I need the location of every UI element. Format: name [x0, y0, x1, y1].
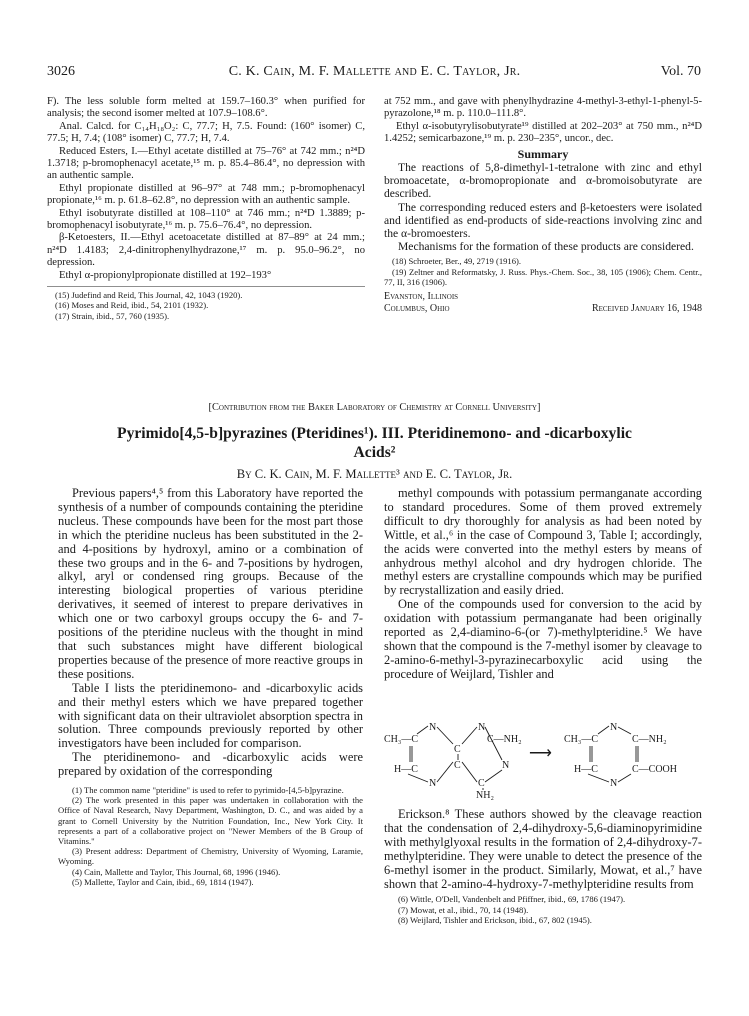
ring-atom: C	[454, 744, 461, 755]
paragraph: Reduced Esters, I.—Ethyl acetate distilled at 75–76° at 742 mm.; n²⁴D 1.3718; p-bromophenacyl acetate,¹⁵ m. p. 85.4–86.4°, no depression with an authentic sample.	[47, 145, 365, 182]
location-line: Columbus, Ohio	[384, 303, 450, 315]
paragraph: β-Ketoesters, II.—Ethyl acetoacetate distilled at 87–89° at 24 mm.; n²⁴D 1.4183; 2,4-dinitrophenylhydrazone,¹⁷ m. p. 95.0–96.2°, no depression.	[47, 232, 365, 269]
ring-atom: N	[429, 778, 437, 789]
scheme-label: H—C	[394, 764, 418, 775]
scheme-label: C—NH₂	[632, 734, 667, 745]
running-title: C. K. Cain, M. F. Mallette and E. C. Taylor, Jr.	[228, 64, 521, 79]
scheme-label: CH₃—C	[384, 734, 419, 745]
scheme-label: C—COOH	[632, 764, 678, 775]
ring-atom: N	[429, 722, 437, 733]
footnotes	[384, 894, 702, 925]
title-line: Acids²	[353, 444, 396, 461]
ring-atom: N	[610, 778, 618, 789]
paragraph: Erickson.⁸ These authors showed by the cleavage reaction that the condensation of 2,4-dihydroxy-5,6-diaminopyrimidine with methylglyoxal results in the formation of 2,4-dihydroxy-7-methylpteridine. They were unable to detect the presence of the 6-methyl isomer in the product. Similarly, Mowat, et al.,⁷ have shown that 2-amino-4-hydroxy-7-methylpteridine results from	[384, 807, 702, 891]
location-line: Evanston, Illinois	[384, 291, 459, 303]
article-title	[47, 424, 702, 462]
footnote: (17) Strain, ibid., 57, 760 (1935).	[55, 310, 170, 321]
reaction-arrow: ⟶	[529, 745, 552, 762]
paragraph: The reactions of 5,8-dimethyl-1-tetralone with zinc and ethyl bromoacetate, α-bromopropionate and α-bromoisobutyrate are described.	[384, 161, 702, 201]
right-body-continuation	[384, 808, 702, 925]
right-body-column	[384, 487, 702, 682]
scheme-label: CH₃—C	[564, 734, 599, 745]
footnote: (19) Zeltner and Reformatsky, J. Russ. Phys.-Chem. Soc., 38, 105 (1906); Chem. Centr., 77, II, 316 (1906).	[384, 266, 702, 287]
footnote: (15) Judefind and Reid, This Journal, 42, 1043 (1920).	[55, 290, 243, 301]
ring-atom: C	[454, 760, 461, 771]
cleavage-reaction-scheme	[384, 720, 702, 800]
ring-atom: N	[610, 722, 618, 733]
paragraph: Ethyl α-isobutyrylisobutyrate¹⁹ distilled at 202–203° at 750 mm., n²⁴D 1.4252; semicarbazone,¹⁹ m. p. 230–235°, uncor., dec.	[384, 120, 702, 145]
footnote: (18) Schroeter, Ber., 49, 2719 (1916).	[392, 256, 522, 267]
footnote: (7) Mowat, et al., ibid., 70, 14 (1948).	[398, 904, 529, 915]
page-number: 3026	[47, 64, 75, 79]
contribution-line: [Contribution from the Baker Laboratory of Chemistry at Cornell University]	[208, 402, 541, 413]
title-line: Pyrimido[4,5-b]pyrazines (Pteridines¹). III. Pteridinemono- and -dicarboxylic	[117, 425, 632, 442]
ring-atom: C	[478, 778, 485, 789]
footnote: (3) Present address: Department of Chemistry, University of Wyoming, Laramie, Wyoming.	[58, 846, 363, 867]
paragraph: methyl compounds with potassium permanganate according to standard procedures. Some of them proved extremely difficult to dry thoroughly for analysis as had been noted by Wittle, et al.,⁶ in the case of Compound 3, Table I; accordingly, the acids were converted into the methyl esters by means of anhydrous methyl alcohol and dry hydrogen chloride. The methyl esters are crystalline compounds which may be purified by recrystallization and easily dried.	[384, 486, 702, 598]
paragraph: The corresponding reduced esters and β-ketoesters were isolated and identified as end-products of side-reactions involving zinc and the α-bromoesters.	[384, 200, 702, 241]
paragraph: F). The less soluble form melted at 159.7–160.3° when purified for analysis; the second isomer melted at 107.9–108.6°.	[47, 96, 365, 120]
paragraph: The pteridinemono- and -dicarboxylic acids were prepared by oxidation of the corresponding	[58, 750, 363, 779]
paragraph: Ethyl isobutyrate distilled at 108–110° at 746 mm.; n²⁴D 1.3889; p-bromophenacyl isobutyrate,¹⁶ m. p. 75.6–76.4°, no depression.	[47, 207, 365, 232]
byline: By C. K. Cain, M. F. Mallette³ and E. C. Taylor, Jr.	[236, 467, 513, 481]
footnotes	[384, 256, 702, 287]
paragraph: Previous papers⁴,⁵ from this Laboratory have reported the synthesis of a number of compounds containing the pteridine nucleus. These compounds have been for the most part those in which the pteridine nucleus has been substituted in the 2- and 4-positions by hydroxyl, amino or a combination of these two groups and in the 6- and 7-positions by hydrogen, alkyl, aryl or condensed ring groups. Because of the interesting biological properties of various pteridine derivatives, it seemed of interest to prepare derivatives in which one or two carboxyl groups occupy the 6- and 7-positions of the pteridine nucleus with the thought in mind that such substances might have different biological properties because of the presence of more reactive groups in these positions.	[58, 486, 363, 681]
footnote: (4) Cain, Mallette and Taylor, This Journal, 68, 1996 (1946).	[72, 866, 281, 877]
left-body-column	[58, 487, 363, 887]
paragraph: Table I lists the pteridinemono- and -dicarboxylic acids and their methyl esters which we have prepared together with significant data on their ultraviolet absorption spectra in solution. Three compounds previously reported by other investigators have been included for comparison.	[58, 680, 363, 751]
volume-number: Vol. 70	[660, 64, 701, 79]
paragraph: Anal. Calcd. for C₁₄H₁₈O₂: C, 77.7; H, 7.5. Found: (160° isomer) C, 77.5; H, 7.4; (108° isomer) C, 77.7; H, 7.4.	[47, 120, 365, 145]
footnote: (8) Weijlard, Tishler and Erickson, ibid., 67, 802 (1945).	[398, 914, 592, 925]
ring-atom: N	[478, 722, 486, 733]
footnote: (1) The common name "pteridine" is used to refer to pyrimido-[4,5-b]pyrazine.	[72, 785, 344, 796]
paragraph: at 752 mm., and gave with phenylhydrazine 4-methyl-3-ethyl-1-phenyl-5-pyrazolone,¹⁸ m. p. 110.0–111.8°.	[384, 96, 702, 120]
scheme-label: NH₂	[476, 790, 494, 800]
top-left-column	[47, 96, 365, 321]
footnote: (16) Moses and Reid, ibid., 54, 2101 (1932).	[55, 300, 209, 311]
paragraph: Ethyl α-propionylpropionate distilled at 192–193°	[59, 269, 272, 281]
summary-heading: Summary	[517, 146, 569, 161]
footnotes	[58, 785, 363, 887]
top-right-column	[384, 96, 702, 316]
footnote: (2) The work presented in this paper was undertaken in collaboration with the Office of Naval Research, Navy Department, Washington, D. C., and was aided by a grant to Cornell University by the Nutrition Foundation, Inc., New York City. It represents a part of a collaborative project on "Newer Members of the B Group of Vitamins."	[58, 795, 363, 847]
paragraph: Mechanisms for the formation of these products are considered.	[398, 240, 694, 254]
paragraph: One of the compounds used for conversion to the acid by oxidation with potassium permanganate had been originally reported as 2,4-diamino-6-(or 7)-methylpteridine.⁵ We have shown that the compound is the 7-methyl isomer by cleavage to 2-amino-6-methyl-3-pyrazinecarboxylic acid using the procedure of Weijlard, Tishler and	[384, 597, 702, 681]
location-received-row	[384, 303, 702, 315]
ring-atom: N	[502, 760, 510, 771]
paragraph: Ethyl propionate distilled at 96–97° at 748 mm.; p-bromophenacyl propionate,¹⁶ m. p. 61.8–62.8°, no depression with an authentic sample.	[47, 182, 365, 207]
footnote-rule	[47, 286, 365, 287]
footnote: (6) Wittle, O'Dell, Vandenbelt and Pfiffner, ibid., 69, 1786 (1947).	[398, 894, 626, 905]
scheme-label: H—C	[574, 764, 598, 775]
received-date: Received January 16, 1948	[591, 303, 702, 315]
footnotes	[47, 290, 365, 321]
footnote: (5) Mallette, Taylor and Cain, ibid., 69, 1814 (1947).	[72, 876, 254, 887]
scheme-label: C—NH₂	[487, 734, 522, 745]
